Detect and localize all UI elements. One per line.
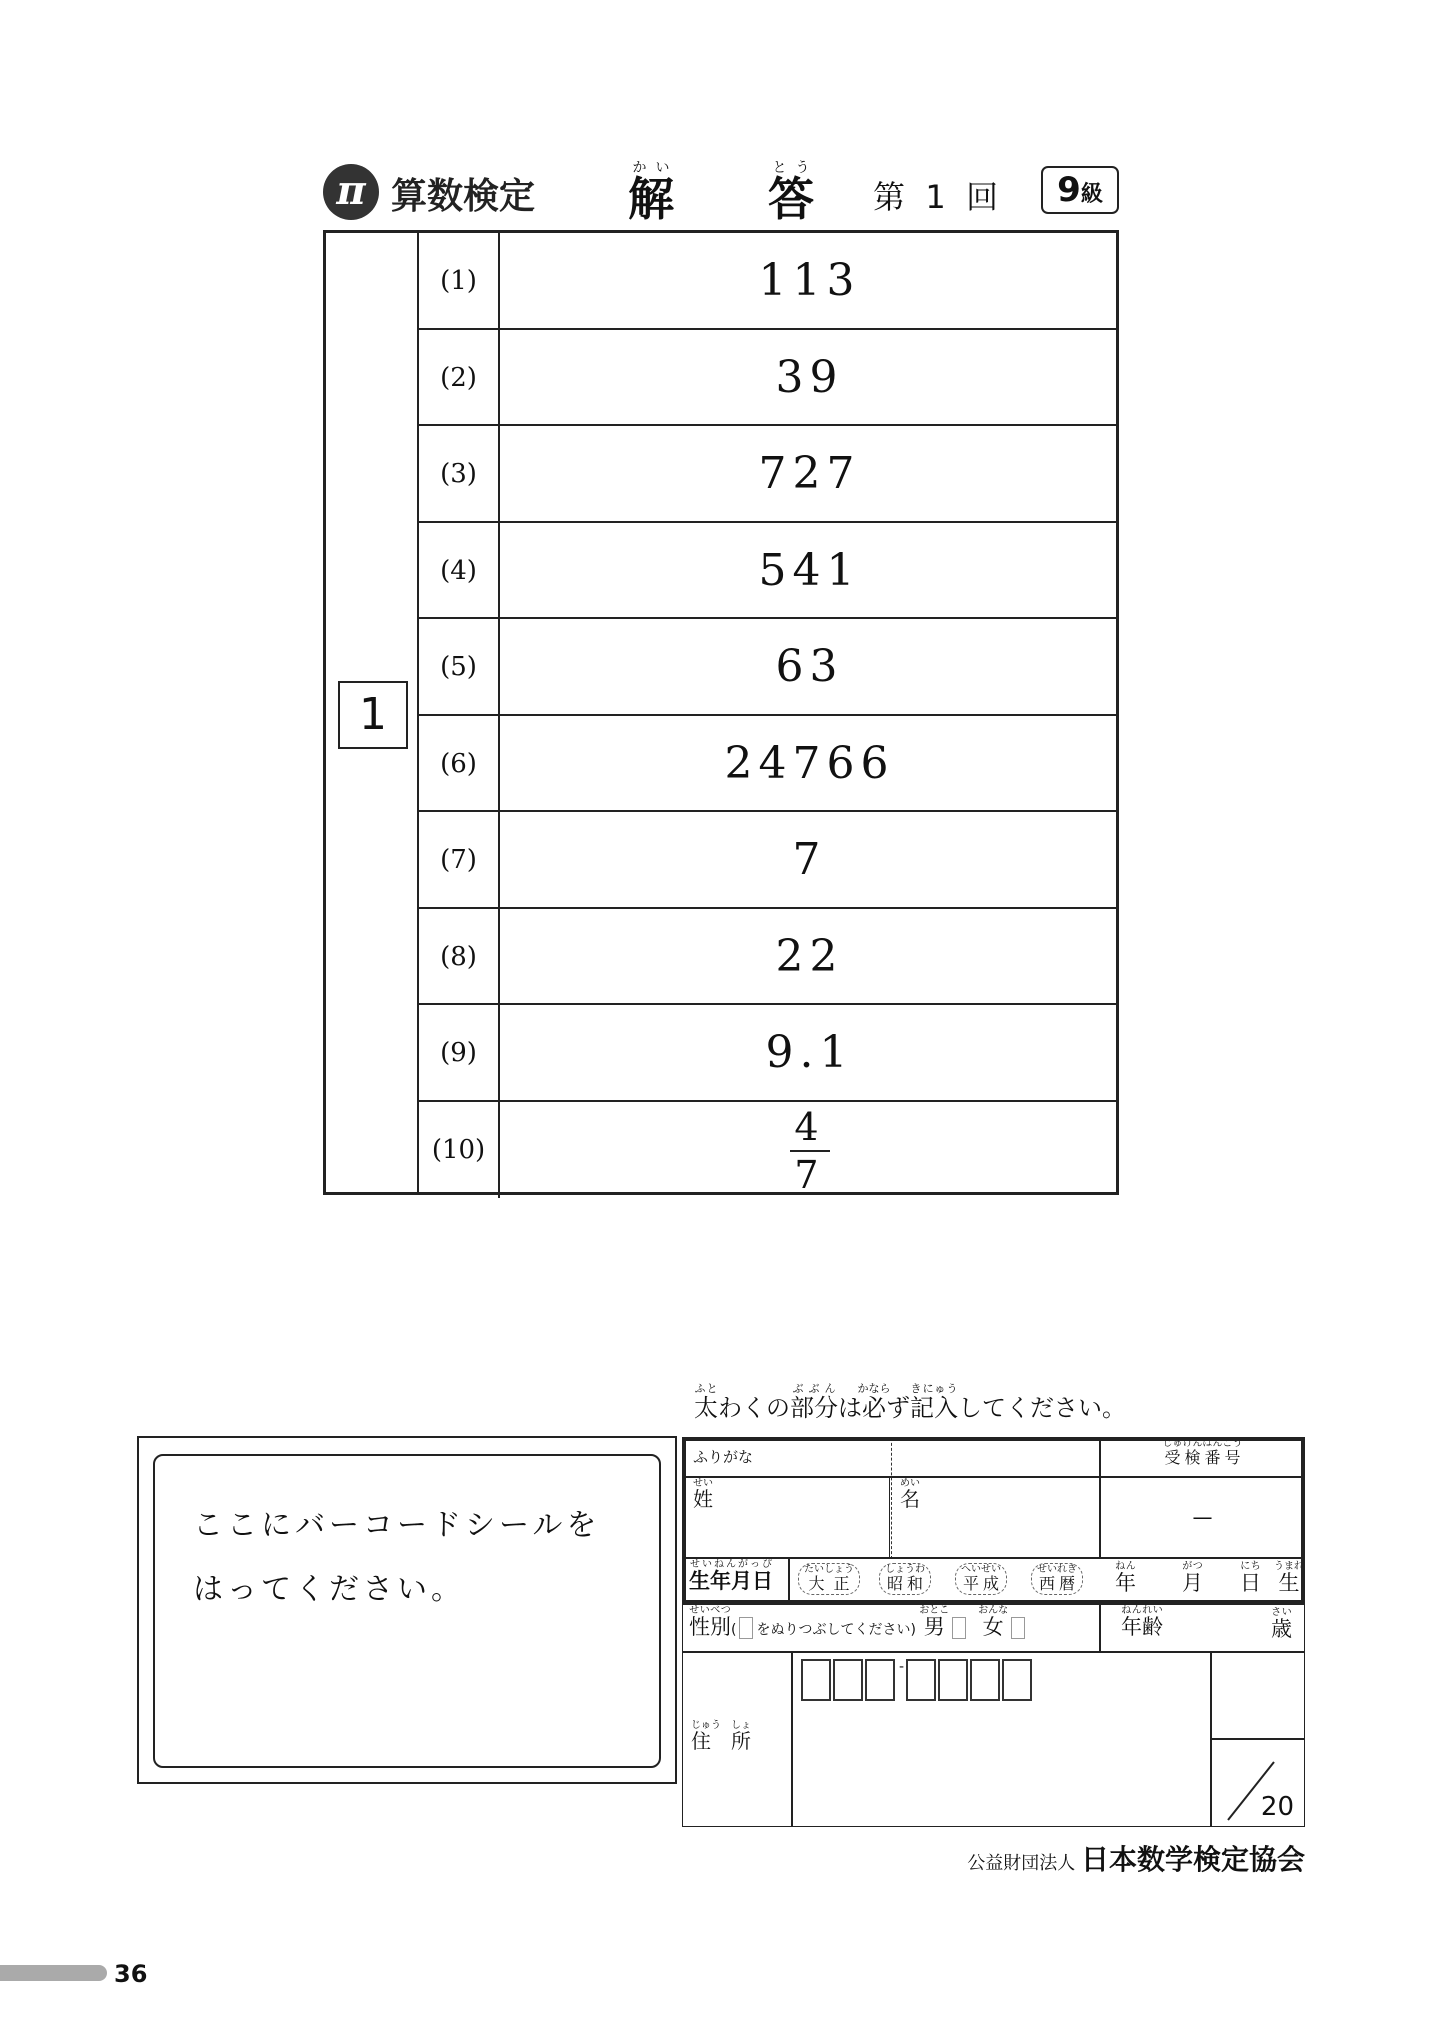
birth-date-field[interactable] xyxy=(789,1558,1305,1604)
zip-box[interactable] xyxy=(1002,1659,1032,1701)
answer-table xyxy=(323,230,1119,1195)
question-number: (9) xyxy=(419,1005,500,1100)
score-box xyxy=(1211,1739,1305,1827)
born-label: 生うまれ xyxy=(1274,1561,1304,1595)
furigana-field[interactable] xyxy=(682,1437,1100,1477)
question-number: (10) xyxy=(419,1102,500,1199)
answer-row xyxy=(419,330,1119,427)
zip-box[interactable] xyxy=(801,1659,831,1701)
answer-value: 113 xyxy=(758,255,861,306)
exam-number-field[interactable] xyxy=(1100,1477,1305,1558)
answer-value: 63 xyxy=(775,641,844,692)
answer-row xyxy=(419,716,1119,813)
answer-row xyxy=(419,426,1119,523)
brand-name: 算数検定 xyxy=(391,176,536,217)
title-char-2: 答とう xyxy=(768,160,814,226)
male-checkbox[interactable] xyxy=(952,1617,966,1639)
page-tab-bar xyxy=(0,1965,107,1981)
barcode-sticker-box xyxy=(153,1454,661,1768)
answer-value: 727 xyxy=(758,448,861,499)
answer-row xyxy=(419,523,1119,620)
era-pill[interactable]: 平成へいせい xyxy=(955,1563,1007,1595)
question-number: (3) xyxy=(419,426,500,521)
score-total: 20 xyxy=(1260,1792,1294,1822)
exam-number-dash: — xyxy=(1192,1505,1213,1529)
answer-value: 9.1 xyxy=(765,1027,854,1078)
birth-date-label: 生年月日せいねんがっぴ xyxy=(682,1558,789,1604)
zip-box[interactable] xyxy=(906,1659,936,1701)
question-number: (4) xyxy=(419,523,500,618)
day-label: 日にち xyxy=(1240,1561,1261,1595)
question-number: (1) xyxy=(419,233,500,328)
logo-icon: π xyxy=(323,164,379,220)
applicant-form xyxy=(682,1437,1305,1827)
question-number: (8) xyxy=(419,909,500,1004)
given-name-field[interactable]: 名めい xyxy=(890,1477,1100,1558)
era-option[interactable] xyxy=(870,1563,940,1595)
female-option: 女おんな xyxy=(978,1605,1009,1639)
fill-box-sample xyxy=(739,1617,753,1639)
section-number: 1 xyxy=(338,681,408,749)
question-number: (5) xyxy=(419,619,500,714)
grade-badge: 9級 xyxy=(1041,166,1119,214)
answer-value: 24766 xyxy=(724,737,895,789)
numerator: 4 xyxy=(794,1104,825,1149)
era-pill[interactable]: 西暦せいれき xyxy=(1031,1563,1083,1595)
page-number: 36 xyxy=(114,1960,148,1988)
score-blank xyxy=(1211,1652,1305,1739)
address-label: 住 所じゅう しょ xyxy=(682,1652,792,1827)
organization-name: 公益財団法人 日本数学検定協会 xyxy=(967,1843,1305,1876)
answer-row xyxy=(419,233,1119,330)
male-option: 男おとこ xyxy=(919,1605,950,1639)
page-header xyxy=(323,150,1119,226)
answer-value: 39 xyxy=(775,351,844,403)
answer-row xyxy=(419,812,1119,909)
answer-value: 7 xyxy=(792,834,827,885)
answer-value: 22 xyxy=(775,930,844,982)
title-char-1: 解かい xyxy=(628,160,674,226)
fraction xyxy=(790,1106,830,1196)
female-checkbox[interactable] xyxy=(1011,1617,1025,1639)
answer-row xyxy=(419,1102,1119,1199)
surname-field[interactable]: 姓せい xyxy=(682,1477,890,1558)
question-number: (7) xyxy=(419,812,500,907)
answer-value xyxy=(500,1102,1119,1199)
answer-value: 541 xyxy=(758,544,861,596)
exam-number-header: 受検番号じゅけんばんごう xyxy=(1100,1437,1305,1477)
answer-row xyxy=(419,909,1119,1006)
form-instruction: 太ふとわくの部分ぶぶんは必かならず記入きにゅうしてください。 xyxy=(694,1382,1126,1422)
month-label: 月がつ xyxy=(1182,1561,1203,1595)
year-label: 年ねん xyxy=(1115,1561,1136,1595)
furigana-label: ふりがな xyxy=(693,1448,754,1466)
question-number: (6) xyxy=(419,716,500,811)
answer-row xyxy=(419,619,1119,716)
round-label: 第 1 回 xyxy=(873,178,999,216)
era-pill[interactable]: 昭和しょうわ xyxy=(879,1563,931,1595)
era-option[interactable] xyxy=(946,1563,1016,1595)
era-option[interactable] xyxy=(794,1563,864,1595)
barcode-area xyxy=(137,1436,677,1784)
gender-field[interactable]: 性別せいべつ( をぬりつぶしてください) 男おとこ 女おんな xyxy=(682,1604,1100,1652)
denominator: 7 xyxy=(794,1152,825,1197)
question-number: (2) xyxy=(419,330,500,425)
age-field[interactable]: 年齢ねんれい 歳さい xyxy=(1100,1604,1305,1652)
era-pill[interactable]: 大正たいしょう xyxy=(798,1563,860,1595)
era-option[interactable] xyxy=(1022,1563,1092,1595)
zip-box[interactable] xyxy=(970,1659,1000,1701)
barcode-text-line2: はってください。 xyxy=(193,1572,465,1607)
answer-row xyxy=(419,1005,1119,1102)
zip-box[interactable] xyxy=(833,1659,863,1701)
barcode-text-line1: ここにバーコードシールを xyxy=(193,1508,601,1543)
zip-box[interactable] xyxy=(865,1659,895,1701)
address-field[interactable]: - xyxy=(792,1652,1211,1827)
section-column xyxy=(326,233,419,1192)
zip-box[interactable] xyxy=(938,1659,968,1701)
